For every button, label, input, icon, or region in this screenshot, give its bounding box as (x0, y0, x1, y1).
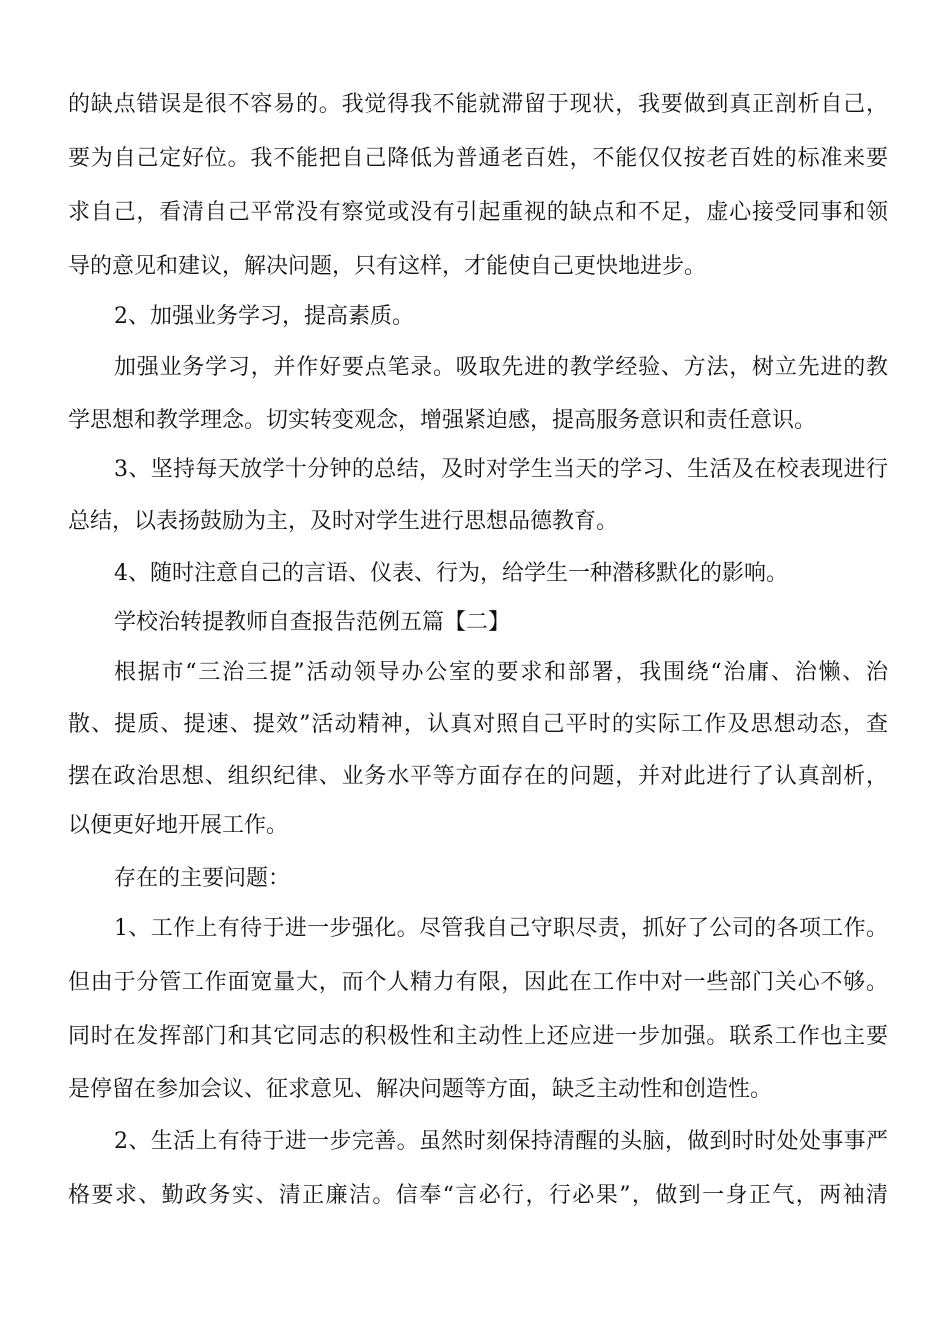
text-line: 总结，以表扬鼓励为主，及时对学生进行思想品德教育。 (68, 509, 619, 534)
text-line: 要为自己定好位。我不能把自己降低为普通老百姓，不能仅仅按老百姓的标准来要 (68, 146, 888, 171)
text-line: 格要求、勤政务实、清正廉洁。信奉“言必行，行必果”，做到一身正气，两袖清 (68, 1183, 888, 1208)
text-line: 但由于分管工作面宽量大，而个人精力有限，因此在工作中对一些部门关心不够。 (68, 970, 888, 995)
text-line: 根据市“三治三提”活动领导办公室的要求和部署，我围绕“治庸、治懒、治 (114, 660, 888, 685)
text-line: 以便更好地开展工作。 (68, 813, 289, 838)
text-line: 1、工作上有待于进一步强化。尽管我自己守职尽责，抓好了公司的各项工作。 (114, 916, 888, 941)
text-line: 摆在政治思想、组织纪律、业务水平等方面存在的问题，并对此进行了认真剖析， (68, 764, 888, 789)
section-heading: 存在的主要问题： (114, 866, 291, 891)
text-line: 的缺点错误是很不容易的。我觉得我不能就滞留于现状，我要做到真正剖析自己， (68, 92, 888, 117)
text-line: 导的意见和建议，解决问题，只有这样，才能使自己更快地进步。 (68, 254, 707, 279)
text-line: 加强业务学习，并作好要点笔录。吸取先进的教学经验、方法，树立先进的教 (114, 355, 888, 380)
text-line: 是停留在参加会议、征求意见、解决问题等方面，缺乏主动性和创造性。 (68, 1077, 773, 1102)
text-line: 2、生活上有待于进一步完善。虽然时刻保持清醒的头脑，做到时时处处事事严 (114, 1129, 888, 1154)
text-line: 散、提质、提速、提效”活动精神，认真对照自己平时的实际工作及思想动态，查 (68, 712, 888, 737)
text-line: 学思想和教学理念。切实转变观念，增强紧迫感，提高服务意识和责任意识。 (68, 408, 817, 433)
section-title: 学校治转提教师自查报告范例五篇【二】 (114, 610, 511, 635)
text-line: 同时在发挥部门和其它同志的积极性和主动性上还应进一步加强。联系工作也主要 (68, 1024, 888, 1049)
text-line: 4、随时注意自己的言语、仪表、行为，给学生一种潜移默化的影响。 (114, 561, 788, 586)
text-line: 求自己，看清自己平常没有察觉或没有引起重视的缺点和不足，虚心接受同事和领 (68, 200, 888, 225)
section-heading: 2、加强业务学习，提高素质。 (114, 304, 414, 329)
text-line: 3、坚持每天放学十分钟的总结，及时对学生当天的学习、生活及在校表现进行 (114, 457, 888, 482)
